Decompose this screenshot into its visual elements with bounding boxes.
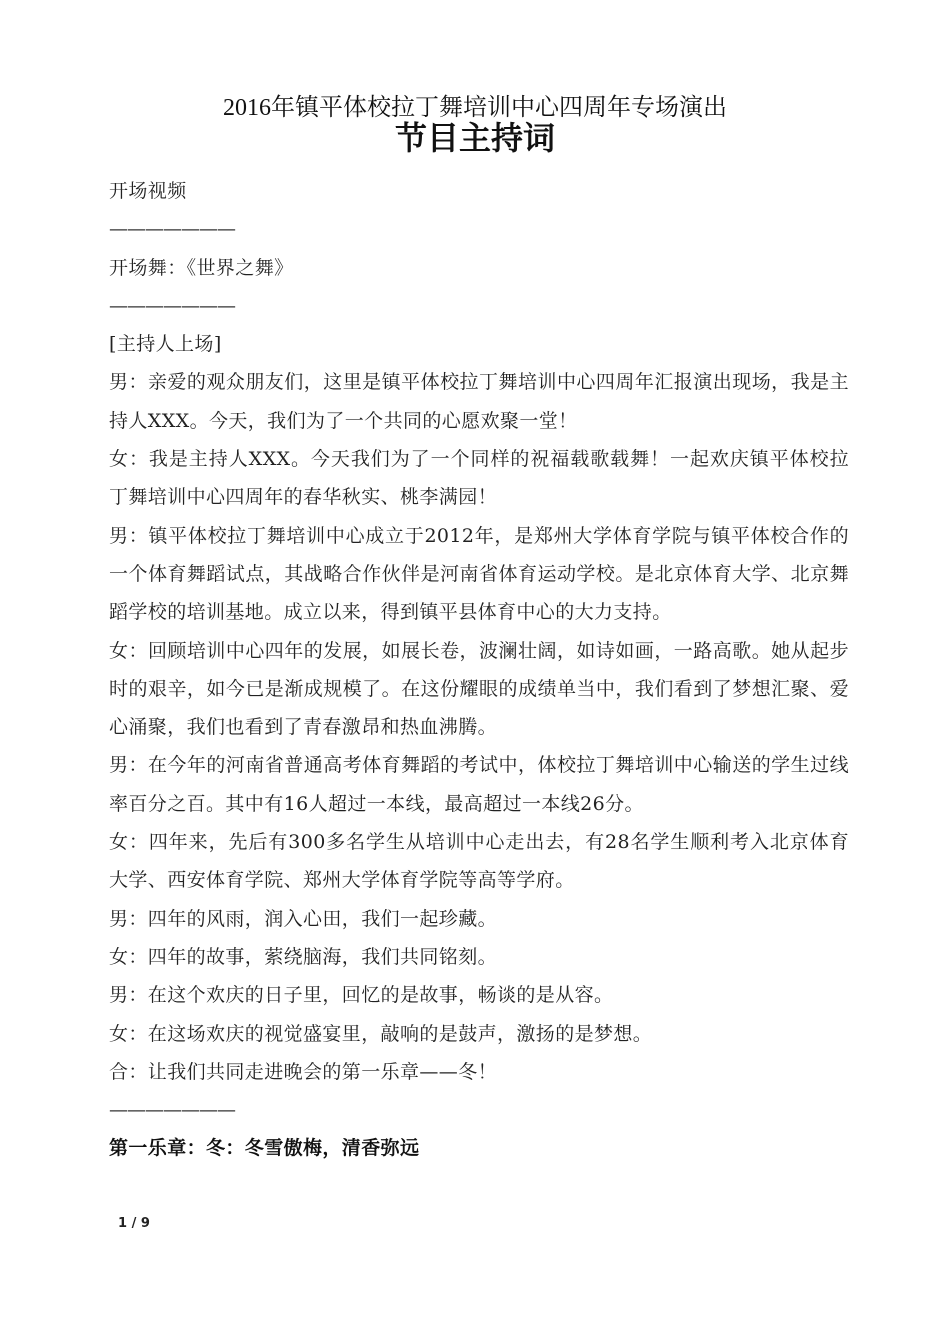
paragraph-dialogue: 女：我是主持人XXX。今天我们为了一个同样的祝福载歌载舞！一起欢庆镇平体校拉丁舞培训中心四周年的春华秋实、桃李满园！ <box>109 448 849 509</box>
document-body <box>109 172 849 1168</box>
chapter-heading: 第一乐章：冬：冬雪傲梅，清香弥远 <box>109 1137 420 1160</box>
document-subtitle: 节目主持词 <box>394 119 555 157</box>
separator-line: ——————— <box>109 218 235 241</box>
paragraph-opening-dance: 开场舞：《世界之舞》 <box>109 256 294 279</box>
separator-line: ——————— <box>109 1099 235 1122</box>
paragraph-opening-video: 开场视频 <box>109 180 187 202</box>
separator-line: ——————— <box>109 294 235 317</box>
paragraph-dialogue: 男：在今年的河南省普通高考体育舞蹈的考试中，体校拉丁舞培训中心输送的学生过线率百分之百。其中有16人超过一本线，最高超过一本线26分。 <box>109 754 849 815</box>
paragraph-dialogue: 男：亲爱的观众朋友们，这里是镇平体校拉丁舞培训中心四周年汇报演出现场，我是主持人XXX。今天，我们为了一个共同的心愿欢聚一堂！ <box>109 371 849 432</box>
paragraph-dialogue: 男：在这个欢庆的日子里，回忆的是故事，畅谈的是从容。 <box>109 984 614 1007</box>
paragraph-dialogue: 女：四年的故事，萦绕脑海，我们共同铭刻。 <box>109 945 498 968</box>
paragraph-dialogue: 女：四年来，先后有300多名学生从培训中心走出去，有28名学生顺利考入北京体育大学、西安体育学院、郑州大学体育学院等高等学府。 <box>109 831 849 892</box>
paragraph-dialogue: 合：让我们共同走进晚会的第一乐章——冬！ <box>109 1060 498 1083</box>
paragraph-dialogue: 男：四年的风雨，润入心田，我们一起珍藏。 <box>109 907 498 930</box>
paragraph-dialogue: 女：在这场欢庆的视觉盛宴里，敲响的是鼓声，激扬的是梦想。 <box>109 1022 653 1045</box>
page-number: 1 / 9 <box>118 1216 150 1231</box>
document-title: 2016年镇平体校拉丁舞培训中心四周年专场演出 <box>223 95 727 121</box>
paragraph-dialogue: 男：镇平体校拉丁舞培训中心成立于2012年，是郑州大学体育学院与镇平体校合作的一个体育舞蹈试点，其战略合作伙伴是河南省体育运动学校。是北京体育大学、北京舞蹈学校的培训基地。成立以来，得到镇平县体育中心的大力支持。 <box>109 524 849 624</box>
paragraph-dialogue: 女：回顾培训中心四年的发展，如展长卷，波澜壮阔，如诗如画，一路高歌。她从起步时的艰辛，如今已是渐成规模了。在这份耀眼的成绩单当中，我们看到了梦想汇聚、爱心涌聚，我们也看到了青春激昂和热血沸腾。 <box>109 639 849 739</box>
paragraph-stage-direction: [主持人上场] <box>109 333 222 356</box>
